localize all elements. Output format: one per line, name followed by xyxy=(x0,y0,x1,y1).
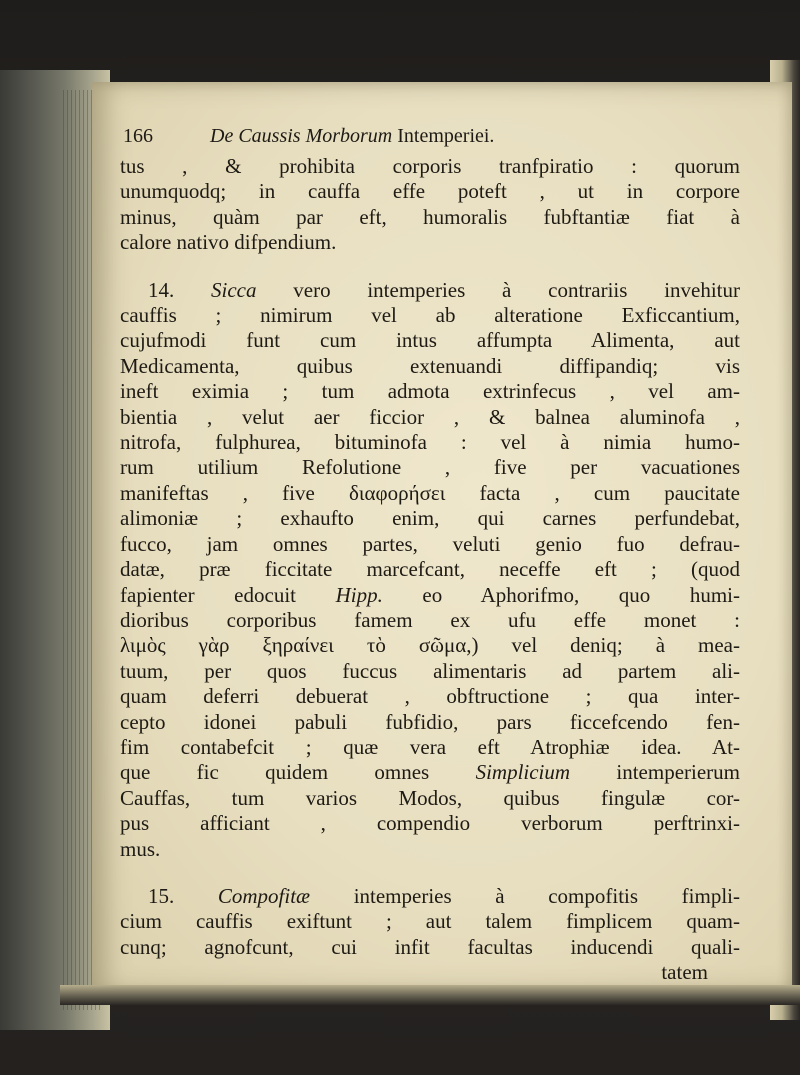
text-line: fucco, jam omnes partes, veluti genio fuo defrau- xyxy=(120,531,740,556)
page-text xyxy=(120,122,740,986)
running-head-roman: Intemperiei. xyxy=(397,125,495,147)
page-header xyxy=(120,122,740,152)
lead-word: Sicca xyxy=(211,277,257,302)
running-head-italic: De Caussis Morborum xyxy=(210,125,393,147)
emphasis-word: Simplicium xyxy=(475,760,571,785)
paragraph-13-end xyxy=(120,154,740,256)
catchword: tatem xyxy=(661,960,708,985)
running-head xyxy=(210,124,494,149)
paragraph-15 xyxy=(120,884,740,986)
text-line: 14. Sicca vero intemperies à contrariis invehitur xyxy=(148,277,740,302)
text-line: calore nativo difpendium. xyxy=(120,230,337,255)
text-line: fim contabefcit ; quæ vera eft Atrophiæ idea. At- xyxy=(120,734,740,759)
author-abbrev: Hipp. xyxy=(335,582,383,607)
text-line: rum utilium Refolutione , five per vacuationes xyxy=(120,455,740,480)
text-line: cepto idonei pabuli fubfidio, pars ficcefcendo fen- xyxy=(120,709,740,734)
text-line: que fic quidem omnes Simplicium intemperierum xyxy=(120,760,740,785)
text-line: unumquodq; in cauffa effe poteft , ut in corpore xyxy=(120,179,740,204)
paragraph-number: 15. xyxy=(148,883,175,908)
text-line: pus afficiant , compendio verborum perftrinxi- xyxy=(120,811,740,836)
text-line: 15. Compofitæ intemperies à compofitis fimpli- xyxy=(148,883,740,908)
text-line: ineft eximia ; tum admota extrinfecus , vel am- xyxy=(120,379,740,404)
paragraph-14 xyxy=(120,278,740,862)
text-line: Medicamenta, quibus extenuandi diffipandiq; vis xyxy=(120,353,740,378)
text-line: bientia , velut aer ficcior , & balnea aluminofa , xyxy=(120,404,740,429)
page-number: 166 xyxy=(123,125,153,147)
text-line: cunq; agnofcunt, cui infit facultas inducendi quali- xyxy=(120,934,740,959)
lead-word: Compofitæ xyxy=(217,883,311,908)
text-line: tus , & prohibita corporis tranfpiratio : quorum xyxy=(120,154,740,178)
greek-quote-line: λιμὸς γὰρ ξηραίνει τὸ σῶμα,) vel deniq; à mea- xyxy=(120,633,740,658)
text-line: Cauffas, tum varios Modos, quibus fingulæ cor- xyxy=(120,785,740,810)
text-line: mus. xyxy=(120,836,161,861)
text-line: cujufmodi funt cum intus affumpta Alimenta, aut xyxy=(120,328,740,353)
text-line: dioribus corporibus famem ex ufu effe monet : xyxy=(120,607,740,632)
text-line: alimoniæ ; exhaufto enim, qui carnes perfundebat, xyxy=(120,506,740,531)
text-line: quam deferri debuerat , obftructione ; qua inter- xyxy=(120,684,740,709)
text-line: fapienter edocuit Hipp. eo Aphorifmo, quo humi- xyxy=(120,582,740,607)
text-line: nitrofa, fulphurea, bituminofa : vel à nimia humo- xyxy=(120,430,740,455)
text-line: tuum, per quos fuccus alimentaris ad partem ali- xyxy=(120,658,740,683)
text-line: datæ, præ ficcitate marcefcant, neceffe eft ; (quod xyxy=(120,557,740,582)
paragraph-number: 14. xyxy=(148,277,175,302)
bottom-edge xyxy=(60,985,800,1005)
text-line: manifeftas , five διαφορήσει facta , cum paucitate xyxy=(120,480,740,505)
text-line: cauffis ; nimirum vel ab alteratione Exficcantium, xyxy=(120,303,740,328)
text-line: minus, quàm par eft, humoralis fubftantiæ fiat à xyxy=(120,204,740,229)
text-line: cium cauffis exiftunt ; aut talem fimplicem quam- xyxy=(120,909,740,934)
